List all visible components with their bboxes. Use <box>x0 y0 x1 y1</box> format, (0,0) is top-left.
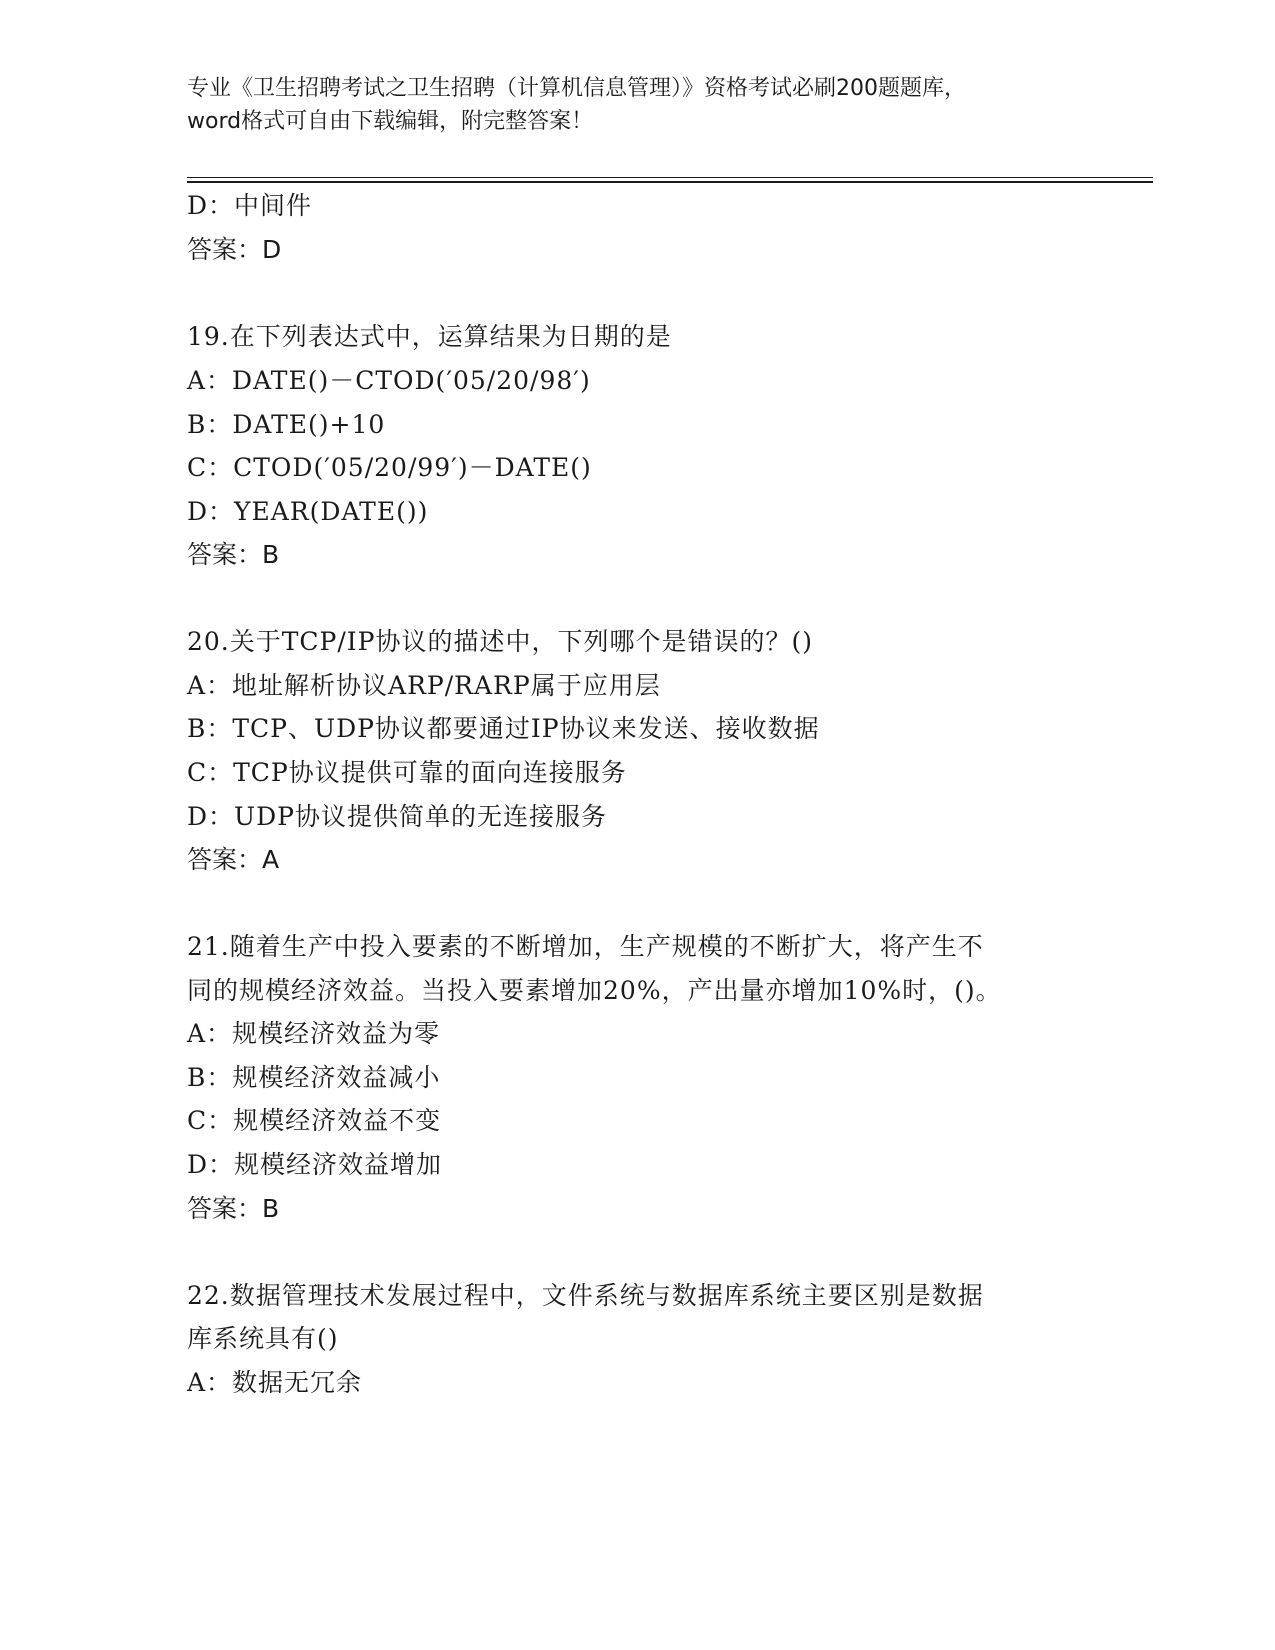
q22-option-a: A：数据无冗余 <box>187 1368 363 1397</box>
q20-stem: 20.关于TCP/IP协议的描述中，下列哪个是错误的？() <box>187 627 814 656</box>
q20-option-c: C：TCP协议提供可靠的面向连接服务 <box>187 758 627 787</box>
header-line-2: word格式可自由下载编辑，附完整答案！ <box>187 109 594 134</box>
q20-option-d: D：UDP协议提供简单的无连接服务 <box>187 802 607 831</box>
q20-option-b: B：TCP、UDP协议都要通过IP协议来发送、接收数据 <box>187 714 820 743</box>
q21-answer: 答案：B <box>187 1194 280 1223</box>
q21-option-c: C：规模经济效益不变 <box>187 1106 442 1135</box>
q20-option-a: A：地址解析协议ARP/RARP属于应用层 <box>187 671 661 700</box>
header-line-1: 专业《卫生招聘考试之卫生招聘（计算机信息管理）》资格考试必刷200题题库， <box>187 76 966 101</box>
prev-option-d: D：中间件 <box>187 191 313 220</box>
q19-option-b: B：DATE()+10 <box>187 410 386 439</box>
q19-option-a: A：DATE()－CTOD(′05/20/98′) <box>187 366 591 395</box>
q22-stem-line-2: 库系统具有() <box>187 1324 339 1353</box>
q19-stem: 19.在下列表达式中，运算结果为日期的是 <box>187 322 672 351</box>
q22-stem-line-1: 22.数据管理技术发展过程中，文件系统与数据库系统主要区别是数据 <box>187 1281 984 1310</box>
q21-option-a: A：规模经济效益为零 <box>187 1019 441 1048</box>
prev-answer: 答案：D <box>187 235 282 264</box>
header-divider-thick <box>187 181 1153 183</box>
q19-answer: 答案：B <box>187 540 280 569</box>
q21-option-d: D：规模经济效益增加 <box>187 1150 443 1179</box>
q21-stem-line-2: 同的规模经济效益。当投入要素增加20%，产出量亦增加10%时，()。 <box>187 976 1002 1005</box>
q19-option-d: D：YEAR(DATE()) <box>187 497 429 526</box>
document-header <box>187 72 1087 138</box>
q20-answer: 答案：A <box>187 845 280 874</box>
header-divider-thin <box>187 177 1153 178</box>
q21-option-b: B：规模经济效益减小 <box>187 1063 441 1092</box>
q21-stem-line-1: 21.随着生产中投入要素的不断增加，生产规模的不断扩大，将产生不 <box>187 932 984 961</box>
q19-option-c: C：CTOD(′05/20/99′)－DATE() <box>187 453 592 482</box>
